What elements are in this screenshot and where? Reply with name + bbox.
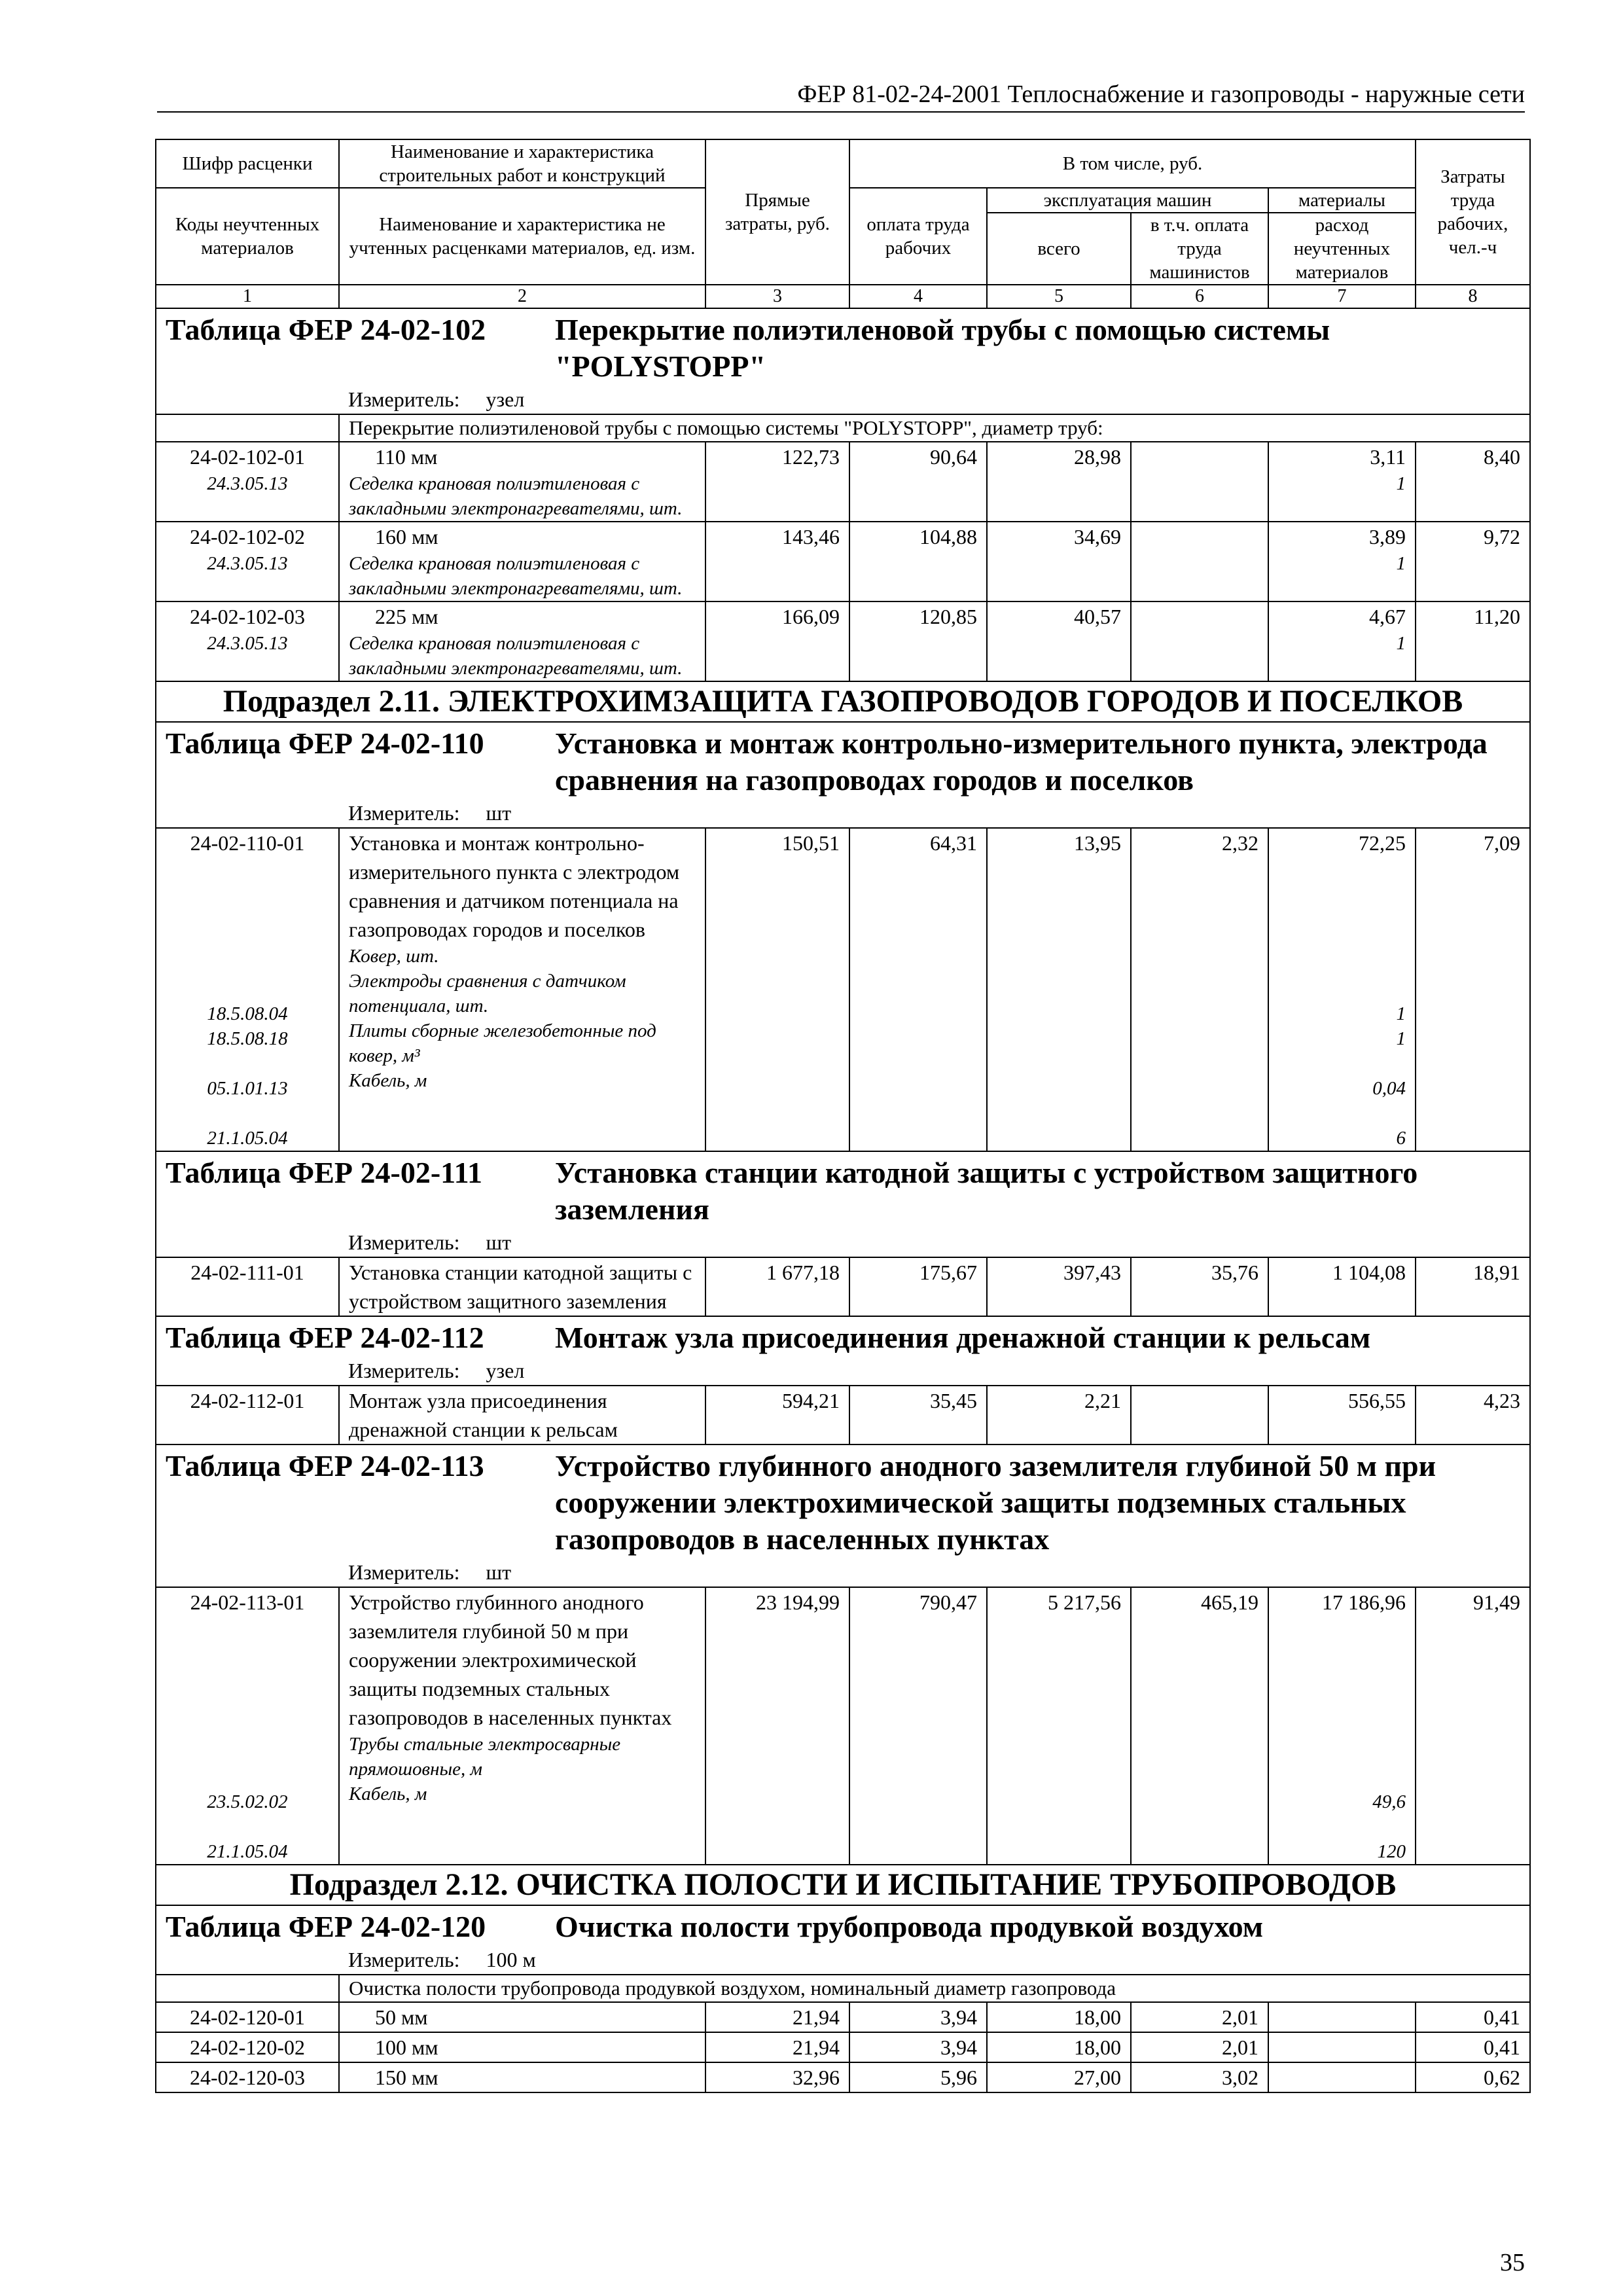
header-including: В том числе, руб.: [849, 139, 1416, 188]
machines-total: 27,00: [987, 2062, 1131, 2092]
labor-hours: 7,09: [1416, 828, 1530, 1151]
machinist-pay: 465,19: [1131, 1587, 1268, 1865]
worker-pay: 790,47: [849, 1587, 987, 1865]
material-qty: 1: [1396, 633, 1406, 654]
subsection-row: [156, 1865, 1530, 1905]
table-row: [156, 2032, 1530, 2062]
header-work-name: Наименование и характеристика строительных работ и конструкций: [339, 139, 705, 188]
material-qty: 49,6: [1372, 1791, 1406, 1812]
subsection-row: [156, 681, 1530, 722]
machines-total: 34,69: [987, 522, 1131, 601]
work-name: Монтаж узла присоединения дренажной станции к рельсам: [339, 1386, 705, 1444]
measure-label: Измеритель:: [348, 1230, 460, 1254]
header-machines-total: всего: [987, 213, 1131, 285]
rate-code: 24-02-102-03: [190, 605, 305, 628]
machinist-pay: 2,01: [1131, 2032, 1268, 2062]
measure-row: [156, 385, 1530, 414]
machines-total: 13,95: [987, 828, 1131, 1151]
machinist-pay: 3,02: [1131, 2062, 1268, 2092]
col-num: 8: [1416, 285, 1530, 308]
machinist-pay: 2,32: [1131, 828, 1268, 1151]
table-title-row: [156, 1444, 1530, 1558]
materials-cost: 1 104,08: [1268, 1257, 1416, 1316]
labor-hours: 0,41: [1416, 2002, 1530, 2032]
rate-code: 24-02-120-03: [156, 2062, 339, 2092]
subsection-title: Подраздел 2.12. ОЧИСТКА ПОЛОСТИ И ИСПЫТАНИЕ ТРУБОПРОВОДОВ: [156, 1865, 1530, 1905]
col-num: 1: [156, 285, 339, 308]
material-qty: 1: [1396, 473, 1406, 494]
material-code: 24.3.05.13: [207, 553, 288, 574]
measure-row: [156, 1228, 1530, 1257]
table-title-row: [156, 1151, 1530, 1228]
material-name: Трубы стальные электросварные прямошовные, м: [349, 1734, 621, 1780]
machines-total: 2,21: [987, 1386, 1131, 1444]
table-title-number: Таблица ФЕР 24-02-111: [166, 1156, 483, 1189]
measure-label: Измеритель:: [348, 1948, 460, 1971]
table-title-name: Перекрытие полиэтиленовой трубы с помощью системы "POLYSTOPP": [555, 313, 1330, 383]
material-name: Кабель, м: [349, 1070, 427, 1091]
table-title-row: [156, 722, 1530, 798]
machines-total: 18,00: [987, 2002, 1131, 2032]
rate-code: 24-02-111-01: [156, 1257, 339, 1316]
labor-hours: 11,20: [1416, 601, 1530, 681]
materials-cost: 3,89: [1369, 525, 1406, 548]
work-name: Установка и монтаж контрольно-измерительного пункта с электродом сравнения и датчиком потенциала на газопроводах городов и поселков: [349, 831, 680, 941]
table-row: [156, 442, 1530, 522]
table-row: [156, 1386, 1530, 1444]
material-qty: 1: [1396, 1003, 1406, 1024]
materials-cost: 72,25: [1359, 831, 1406, 855]
col-num: 5: [987, 285, 1131, 308]
material-code: 23.5.02.02: [207, 1791, 288, 1812]
material-qty: 120: [1377, 1841, 1406, 1862]
table-title-number: Таблица ФЕР 24-02-112: [166, 1321, 484, 1354]
material-name: Седелка крановая полиэтиленовая с закладными электронагревателями, шт.: [349, 633, 683, 679]
direct-costs: 1 677,18: [705, 1257, 849, 1316]
material-qty: 1: [1396, 553, 1406, 574]
machines-total: 28,98: [987, 442, 1131, 522]
material-name: Седелка крановая полиэтиленовая с закладными электронагревателями, шт.: [349, 553, 683, 599]
materials-cost: 4,67: [1369, 605, 1406, 628]
page-header: ФЕР 81-02-24-2001 Теплоснабжение и газопроводы - наружные сети: [157, 77, 1525, 113]
measure-label: Измеритель:: [348, 1560, 460, 1584]
measure-row: [156, 1558, 1530, 1587]
measure-unit: шт: [486, 1230, 512, 1254]
group-title: Очистка полости трубопровода продувкой воздухом, номинальный диаметр газопровода: [339, 1975, 1530, 2002]
table-title-name: Устройство глубинного анодного заземлителя глубиной 50 м при сооружении электрохимической защиты подземных стальных газопроводов в населенных пунктах: [555, 1449, 1436, 1556]
table-row: [156, 601, 1530, 681]
table-title-name: Установка и монтаж контрольно-измерительного пункта, электрода сравнения на газопроводах городов и поселков: [555, 726, 1488, 797]
material-code: 21.1.05.04: [207, 1128, 288, 1149]
material-name: Электроды сравнения с датчиком потенциала, шт.: [349, 971, 626, 1016]
materials-cost: 556,55: [1268, 1386, 1416, 1444]
machinist-pay: 35,76: [1131, 1257, 1268, 1316]
header-worker-pay: оплата труда рабочих: [849, 188, 987, 285]
group-title: Перекрытие полиэтиленовой трубы с помощью системы "POLYSTOPP", диаметр труб:: [339, 414, 1530, 442]
materials-cost: [1268, 2002, 1416, 2032]
measure-row: [156, 1945, 1530, 1975]
header-unaccounted-materials: расход неучтенных материалов: [1268, 213, 1416, 285]
measure-label: Измеритель:: [348, 387, 460, 411]
worker-pay: 120,85: [849, 601, 987, 681]
table-row: [156, 1257, 1530, 1316]
direct-costs: 594,21: [705, 1386, 849, 1444]
measure-unit: шт: [486, 1560, 512, 1584]
material-code: 18.5.08.18: [207, 1028, 288, 1049]
table-title-name: Очистка полости трубопровода продувкой воздухом: [555, 1910, 1264, 1943]
col-num: 2: [339, 285, 705, 308]
table-row: [156, 2062, 1530, 2092]
rate-code: 24-02-102-02: [190, 525, 305, 548]
header-code: Шифр расценки: [156, 139, 339, 188]
direct-costs: 21,94: [705, 2002, 849, 2032]
table-title-row: [156, 1316, 1530, 1356]
labor-hours: 0,62: [1416, 2062, 1530, 2092]
page-number: 35: [1500, 2249, 1525, 2276]
header-material-names: Наименование и характеристика не учтенных расценками материалов, ед. изм.: [339, 188, 705, 285]
direct-costs: 166,09: [705, 601, 849, 681]
worker-pay: 104,88: [849, 522, 987, 601]
worker-pay: 5,96: [849, 2062, 987, 2092]
rate-code: 24-02-113-01: [190, 1590, 305, 1614]
material-name: Кабель, м: [349, 1784, 427, 1804]
header-machines: эксплуатация машин: [987, 188, 1268, 213]
worker-pay: 3,94: [849, 2032, 987, 2062]
direct-costs: 143,46: [705, 522, 849, 601]
material-name: Ковер, шт.: [349, 946, 439, 967]
col-num: 4: [849, 285, 987, 308]
direct-costs: 122,73: [705, 442, 849, 522]
material-name: Плиты сборные железобетонные под ковер, м³: [349, 1020, 656, 1066]
direct-costs: 21,94: [705, 2032, 849, 2062]
labor-hours: 8,40: [1416, 442, 1530, 522]
material-qty: 0,04: [1372, 1078, 1406, 1099]
material-name: Седелка крановая полиэтиленовая с закладными электронагревателями, шт.: [349, 473, 683, 519]
machines-total: 5 217,56: [987, 1587, 1131, 1865]
worker-pay: 90,64: [849, 442, 987, 522]
rate-code: 24-02-112-01: [156, 1386, 339, 1444]
labor-hours: 0,41: [1416, 2032, 1530, 2062]
subsection-title: Подраздел 2.11. ЭЛЕКТРОХИМЗАЩИТА ГАЗОПРОВОДОВ ГОРОДОВ И ПОСЕЛКОВ: [156, 681, 1530, 722]
direct-costs: 32,96: [705, 2062, 849, 2092]
column-numbers-row: [156, 285, 1530, 308]
worker-pay: 175,67: [849, 1257, 987, 1316]
work-name: Устройство глубинного анодного заземлителя глубиной 50 м при сооружении электрохимической защиты подземных стальных газопроводов в населенных пунктах: [349, 1590, 672, 1729]
header-material-codes: Коды неучтенных материалов: [156, 188, 339, 285]
materials-cost: [1268, 2062, 1416, 2092]
material-code: 21.1.05.04: [207, 1841, 288, 1862]
machinist-pay: [1131, 442, 1268, 522]
table-title-number: Таблица ФЕР 24-02-102: [166, 313, 486, 346]
group-title-row: [156, 414, 1530, 442]
header-labor-costs: Затраты труда рабочих, чел.-ч: [1416, 139, 1530, 285]
table-title-name: Установка станции катодной защиты с устройством защитного заземления: [555, 1156, 1418, 1226]
table-title-number: Таблица ФЕР 24-02-120: [166, 1910, 486, 1943]
worker-pay: 64,31: [849, 828, 987, 1151]
work-name: 110 мм: [375, 445, 438, 469]
rate-code: 24-02-120-02: [156, 2032, 339, 2062]
table-row: [156, 828, 1530, 1151]
table-row: [156, 2002, 1530, 2032]
rate-code: 24-02-110-01: [190, 831, 305, 855]
measure-label: Измеритель:: [348, 1359, 460, 1382]
materials-cost: 17 186,96: [1322, 1590, 1406, 1614]
table-title-name: Монтаж узла присоединения дренажной станции к рельсам: [555, 1321, 1371, 1354]
measure-unit: узел: [486, 1359, 525, 1382]
table-row: [156, 1587, 1530, 1865]
measure-row: [156, 798, 1530, 828]
work-name: 100 мм: [339, 2032, 705, 2062]
material-code: 18.5.08.04: [207, 1003, 288, 1024]
col-num: 7: [1268, 285, 1416, 308]
machines-total: 40,57: [987, 601, 1131, 681]
work-name: 160 мм: [375, 525, 438, 548]
material-code: 24.3.05.13: [207, 473, 288, 494]
table-title-number: Таблица ФЕР 24-02-110: [166, 726, 484, 760]
direct-costs: 150,51: [705, 828, 849, 1151]
group-title-row: [156, 1975, 1530, 2002]
labor-hours: 9,72: [1416, 522, 1530, 601]
labor-hours: 91,49: [1416, 1587, 1530, 1865]
machinist-pay: [1131, 522, 1268, 601]
machinist-pay: [1131, 1386, 1268, 1444]
machinist-pay: [1131, 601, 1268, 681]
table-title-number: Таблица ФЕР 24-02-113: [166, 1449, 484, 1482]
table-title-row: [156, 1905, 1530, 1945]
measure-unit: узел: [486, 387, 525, 411]
measure-row: [156, 1356, 1530, 1386]
work-name: 225 мм: [375, 605, 438, 628]
measure-unit: 100 м: [486, 1948, 536, 1971]
rate-code: 24-02-102-01: [190, 445, 305, 469]
measure-unit: шт: [486, 801, 512, 825]
table-title-row: [156, 308, 1530, 385]
machines-total: 18,00: [987, 2032, 1131, 2062]
header-machinist-pay: в т.ч. оплата труда машинистов: [1131, 213, 1268, 285]
rate-code: 24-02-120-01: [156, 2002, 339, 2032]
direct-costs: 23 194,99: [705, 1587, 849, 1865]
labor-hours: 4,23: [1416, 1386, 1530, 1444]
price-table: [155, 139, 1531, 2093]
material-code: 05.1.01.13: [207, 1078, 288, 1099]
worker-pay: 35,45: [849, 1386, 987, 1444]
work-name: 50 мм: [339, 2002, 705, 2032]
material-qty: 6: [1396, 1128, 1406, 1149]
material-code: 24.3.05.13: [207, 633, 288, 654]
header-direct-costs: Прямые затраты, руб.: [705, 139, 849, 285]
labor-hours: 18,91: [1416, 1257, 1530, 1316]
worker-pay: 3,94: [849, 2002, 987, 2032]
work-name: 150 мм: [339, 2062, 705, 2092]
machines-total: 397,43: [987, 1257, 1131, 1316]
measure-label: Измеритель:: [348, 801, 460, 825]
machinist-pay: 2,01: [1131, 2002, 1268, 2032]
header-materials: материалы: [1268, 188, 1416, 213]
col-num: 6: [1131, 285, 1268, 308]
work-name: Установка станции катодной защиты с устройством защитного заземления: [339, 1257, 705, 1316]
col-num: 3: [705, 285, 849, 308]
materials-cost: [1268, 2032, 1416, 2062]
materials-cost: 3,11: [1370, 445, 1406, 469]
material-qty: 1: [1396, 1028, 1406, 1049]
table-row: [156, 522, 1530, 601]
